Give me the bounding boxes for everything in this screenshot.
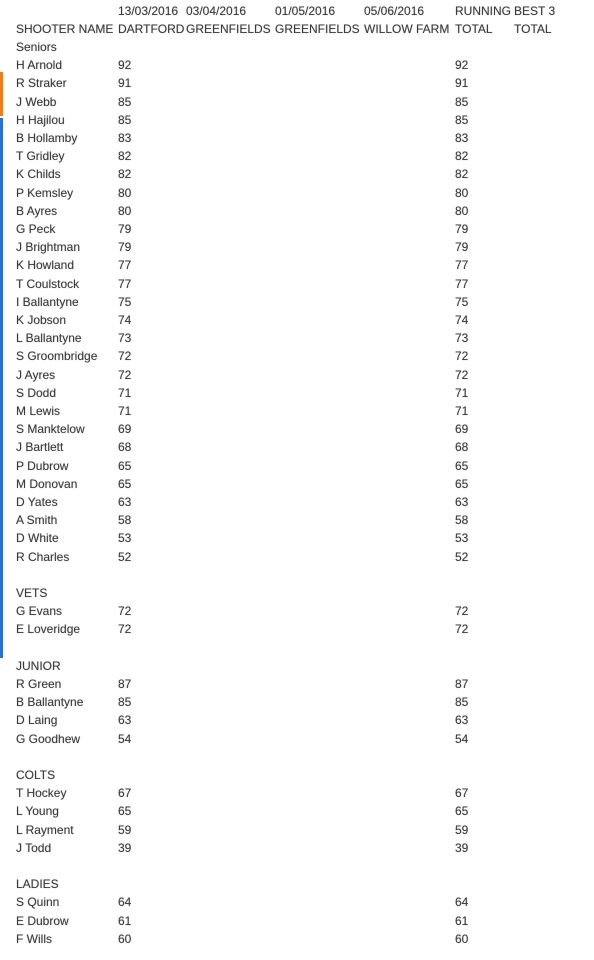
dartford-score: 60 (118, 931, 132, 946)
shooter-name: E Loveridge (16, 622, 81, 637)
dartford-score: 71 (118, 385, 132, 400)
dartford-score: 80 (118, 185, 132, 200)
dartford-score: 72 (118, 604, 132, 619)
dartford-score: 67 (118, 786, 132, 801)
header-label-2: GREENFIELDS (186, 22, 271, 36)
dartford-score: 58 (118, 513, 132, 528)
shooter-name: J Bartlett (16, 440, 64, 455)
orange-edge-marker (0, 72, 3, 116)
shooter-name: D Laing (16, 713, 58, 728)
dartford-score: 91 (118, 76, 132, 91)
header-date-2: 01/05/2016 (275, 4, 336, 18)
shooter-name: G Goodhew (16, 731, 81, 746)
shooter-name: B Ballantyne (16, 695, 84, 710)
running-total: 39 (455, 840, 469, 855)
shooter-name: R Charles (16, 549, 70, 564)
running-total: 79 (455, 240, 469, 255)
shooter-name: T Hockey (16, 786, 67, 801)
header-date-1: 03/04/2016 (186, 4, 247, 18)
shooter-name: I Ballantyne (16, 294, 79, 309)
dartford-score: 77 (118, 276, 132, 291)
dartford-score: 52 (118, 549, 132, 564)
dartford-score: 74 (118, 313, 132, 327)
shooter-name: S Quinn (16, 895, 60, 910)
header-label-0: SHOOTER NAME (16, 22, 114, 36)
running-total: 65 (455, 458, 469, 473)
shooter-name: S Manktelow (16, 422, 85, 437)
header-label-6: TOTAL (514, 22, 552, 36)
section-title: VETS (16, 586, 48, 600)
shooter-name: S Groombridge (16, 349, 98, 364)
shooter-name: P Dubrow (16, 458, 69, 473)
running-total: 63 (455, 713, 469, 728)
dartford-score: 72 (118, 367, 132, 382)
dartford-score: 79 (118, 222, 132, 236)
shooter-name: G Peck (16, 222, 56, 236)
dartford-score: 83 (118, 131, 132, 145)
shooter-name: K Howland (16, 258, 75, 273)
shooter-name: D Yates (16, 495, 58, 509)
dartford-score: 69 (118, 422, 132, 437)
dartford-score: 73 (118, 331, 132, 346)
shooter-name: A Smith (16, 513, 58, 528)
running-total: 85 (455, 112, 469, 127)
dartford-score: 65 (118, 804, 132, 819)
running-total: 72 (455, 349, 469, 364)
shooter-name: G Evans (16, 604, 63, 619)
dartford-score: 68 (118, 440, 132, 455)
running-total: 71 (455, 385, 469, 400)
dartford-score: 77 (118, 258, 132, 273)
running-total: 82 (455, 149, 469, 164)
running-total: 85 (455, 94, 469, 109)
running-total: 74 (455, 313, 469, 327)
shooter-name: H Hajilou (16, 112, 65, 127)
shooter-name: L Rayment (16, 822, 74, 837)
shooter-name: F Wills (16, 931, 52, 946)
section-title: COLTS (16, 768, 56, 782)
shooter-name: R Green (16, 677, 62, 691)
dartford-score: 61 (118, 913, 132, 928)
dartford-score: 92 (118, 58, 132, 73)
dartford-score: 82 (118, 167, 132, 182)
dartford-score: 75 (118, 294, 132, 309)
dartford-score: 72 (118, 622, 132, 637)
header-label-5: TOTAL (455, 22, 493, 36)
running-total: 65 (455, 804, 469, 819)
running-total: 92 (455, 58, 469, 73)
running-total: 54 (455, 731, 469, 746)
header-label-1: DARTFORD (118, 22, 185, 36)
dartford-score: 85 (118, 94, 132, 109)
running-total: 80 (455, 203, 469, 218)
dartford-score: 53 (118, 531, 132, 546)
shooter-name: H Arnold (16, 58, 63, 73)
running-total: 72 (455, 367, 469, 382)
dartford-score: 64 (118, 895, 132, 910)
shooter-name: J Brightman (16, 240, 81, 255)
running-total: 85 (455, 695, 469, 710)
dartford-score: 85 (118, 695, 132, 710)
running-total: 72 (455, 604, 469, 619)
running-total: 80 (455, 185, 469, 200)
running-total: 65 (455, 476, 469, 491)
shooter-name: P Kemsley (16, 185, 74, 200)
dartford-score: 79 (118, 240, 132, 255)
shooter-name: D White (16, 531, 59, 546)
shooter-name: B Hollamby (16, 131, 78, 145)
shooter-name: S Dodd (16, 385, 57, 400)
running-total: 60 (455, 931, 469, 946)
shooter-name: J Ayres (16, 367, 56, 382)
blue-edge-marker (0, 118, 3, 658)
running-total: 59 (455, 822, 469, 837)
shooter-name: L Ballantyne (16, 331, 82, 346)
running-total: 53 (455, 531, 469, 546)
running-total: 87 (455, 677, 469, 691)
running-total: 83 (455, 131, 469, 145)
shooter-name: M Donovan (16, 476, 78, 491)
shooter-name: J Webb (16, 94, 57, 109)
shooter-name: E Dubrow (16, 913, 69, 928)
dartford-score: 82 (118, 149, 132, 164)
shooter-name: R Straker (16, 76, 67, 91)
dartford-score: 80 (118, 203, 132, 218)
header-date-3: 05/06/2016 (364, 4, 425, 18)
running-total: 72 (455, 622, 469, 637)
running-total: 82 (455, 167, 469, 182)
shooter-name: T Coulstock (16, 276, 80, 291)
running-total: 68 (455, 440, 469, 455)
running-total: 79 (455, 222, 469, 236)
dartford-score: 59 (118, 822, 132, 837)
running-total: 77 (455, 276, 469, 291)
running-total: 77 (455, 258, 469, 273)
shooter-name: L Young (16, 804, 59, 819)
header-date-4: RUNNING (455, 4, 511, 18)
shooter-name: K Jobson (16, 313, 67, 327)
dartford-score: 72 (118, 349, 132, 364)
header-date-5: BEST 3 (514, 4, 556, 18)
dartford-score: 85 (118, 112, 132, 127)
dartford-score: 71 (118, 404, 132, 418)
shooter-name: K Childs (16, 167, 61, 182)
running-total: 52 (455, 549, 469, 564)
dartford-score: 39 (118, 840, 132, 855)
dartford-score: 65 (118, 458, 132, 473)
running-total: 58 (455, 513, 469, 528)
running-total: 63 (455, 495, 469, 509)
dartford-score: 63 (118, 713, 132, 728)
running-total: 67 (455, 786, 469, 801)
section-title: LADIES (16, 877, 59, 892)
shooter-name: J Todd (16, 840, 52, 855)
running-total: 73 (455, 331, 469, 346)
shooter-name: T Gridley (16, 149, 65, 164)
dartford-score: 63 (118, 495, 132, 509)
running-total: 91 (455, 76, 469, 91)
running-total: 75 (455, 294, 469, 309)
dartford-score: 87 (118, 677, 132, 691)
shooter-name: M Lewis (16, 404, 61, 418)
dartford-score: 65 (118, 476, 132, 491)
dartford-score: 54 (118, 731, 132, 746)
running-total: 71 (455, 404, 469, 418)
running-total: 64 (455, 895, 469, 910)
header-label-4: WILLOW FARM (364, 22, 450, 36)
section-title: JUNIOR (16, 658, 61, 673)
shooter-name: B Ayres (16, 203, 58, 218)
running-total: 61 (455, 913, 469, 928)
section-title: Seniors (16, 40, 57, 54)
header-date-0: 13/03/2016 (118, 4, 179, 18)
running-total: 69 (455, 422, 469, 437)
header-label-3: GREENFIELDS (275, 22, 360, 36)
